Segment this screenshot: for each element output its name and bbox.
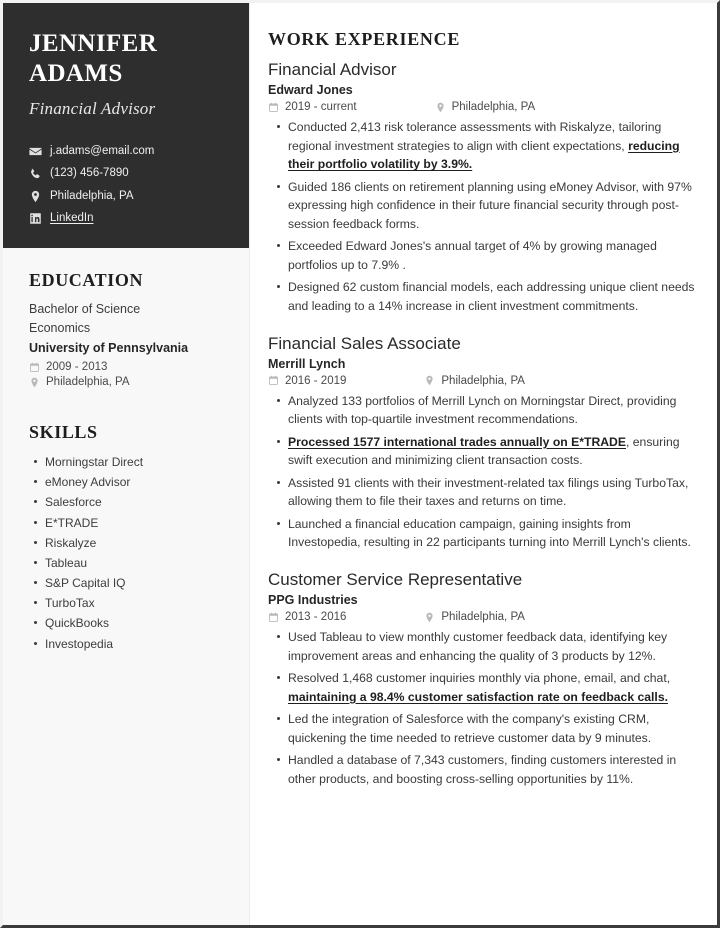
- work-experience-heading: WORK EXPERIENCE: [268, 29, 461, 49]
- job-bullets: [268, 118, 695, 315]
- phone-icon: [29, 168, 42, 181]
- job-location: Philadelphia, PA: [441, 374, 525, 387]
- resume-sheet: [3, 3, 717, 925]
- location-pin-icon: [424, 375, 435, 386]
- education-dates: [29, 361, 229, 373]
- list-item: [288, 628, 695, 665]
- education-heading: EDUCATION: [29, 270, 144, 290]
- contact-location: [29, 190, 227, 204]
- job-company: PPG Industries: [268, 593, 358, 608]
- location-pin-icon: [29, 377, 40, 388]
- contact-phone: [29, 167, 227, 181]
- job-location-wrap: [424, 611, 525, 623]
- list-item: [288, 751, 695, 788]
- job-bullets: [268, 628, 695, 788]
- contact-linkedin[interactable]: [29, 212, 227, 226]
- list-item: [288, 278, 695, 315]
- list-item: [288, 515, 695, 552]
- bullet-pre: Conducted 2,413 risk tolerance assessments with Riskalyze, tailoring regional investment strategies to align with client expectations,: [288, 120, 662, 153]
- calendar-icon: [268, 612, 279, 623]
- name-last: ADAMS: [29, 60, 123, 87]
- contact-phone-text: (123) 456-7890: [50, 167, 129, 180]
- job-entry: [268, 569, 695, 788]
- job-entry: [268, 59, 695, 316]
- bullet-pre: Analyzed 133 portfolios of Merrill Lynch on Morningstar Direct, providing clients with top-quartile investment recommendations.: [288, 393, 677, 427]
- job-bullets: [268, 392, 695, 552]
- list-item: Salesforce: [45, 492, 229, 512]
- list-item: Investopedia: [45, 634, 229, 654]
- list-item: [288, 710, 695, 747]
- job-entry: [268, 333, 695, 552]
- skills-heading: SKILLS: [29, 422, 98, 443]
- contact-linkedin-text: LinkedIn: [50, 211, 94, 224]
- bullet-highlight: Processed 1577 international trades annually on E*TRADE: [288, 434, 626, 449]
- skills-section: [29, 422, 229, 654]
- bullet-pre: Led the integration of Salesforce with the company's existing CRM, quickening the time needed to retrieve customer data by 9 minutes.: [288, 712, 652, 745]
- bullet-post: , ensuring swift execution and minimizing client transaction costs.: [288, 434, 680, 468]
- list-item: [288, 118, 695, 174]
- contact-location-text: Philadelphia, PA: [50, 189, 134, 202]
- job-dates: 2016 - 2019: [285, 374, 347, 387]
- education-dates-text: 2009 - 2013: [46, 361, 108, 374]
- bullet-pre: Resolved 1,468 customer inquiries monthly via phone, email, and chat,: [288, 671, 671, 686]
- location-pin-icon: [435, 102, 446, 113]
- list-item: E*TRADE: [45, 513, 229, 533]
- job-company: Merrill Lynch: [268, 356, 346, 371]
- list-item: TurboTax: [45, 593, 229, 613]
- job-location-wrap: [424, 375, 525, 387]
- bullet-pre: Assisted 91 clients with their investment-related tax filings using TurboTax, allowing them to file their taxes and returns on time.: [288, 475, 689, 509]
- contact-list: [29, 145, 227, 226]
- main-content: [250, 3, 717, 925]
- bullet-pre: Handled a database of 7,343 customers, finding customers interested in other products, and boosting cross-selling opportunities by 11%.: [288, 753, 677, 786]
- sidebar-body: [3, 248, 249, 654]
- list-item: QuickBooks: [45, 613, 229, 633]
- list-item: [288, 178, 695, 234]
- skills-list: [29, 452, 229, 654]
- list-item: [288, 474, 695, 511]
- job-role: Customer Service Representative: [268, 570, 523, 590]
- linkedin-icon: [29, 212, 42, 225]
- education-section: [29, 270, 229, 388]
- list-item: Tableau: [45, 553, 229, 573]
- education-location-text: Philadelphia, PA: [46, 376, 130, 389]
- job-meta: [268, 375, 695, 387]
- candidate-title: Financial Advisor: [29, 99, 156, 118]
- list-item: S&P Capital IQ: [45, 573, 229, 593]
- job-dates: 2019 - current: [285, 101, 357, 114]
- list-item: [288, 237, 695, 274]
- bullet-pre: Launched a financial education campaign, gaining insights from Investopedia, resulting in 22 participants turning into Merrill Lynch's clients.: [288, 516, 691, 550]
- job-location: Philadelphia, PA: [451, 101, 536, 114]
- bullet-pre: Guided 186 clients on retirement planning using eMoney Advisor, with 97% expressing high confidence in their future financial security through post-session feedback forms.: [288, 179, 692, 231]
- bullet-pre: Exceeded Edward Jones's annual target of 4% by growing managed portfolios up to 7.9% .: [288, 239, 657, 272]
- location-pin-icon: [424, 612, 435, 623]
- contact-email: [29, 145, 227, 159]
- calendar-icon: [268, 375, 279, 386]
- education-school: University of Pennsylvania: [29, 340, 189, 355]
- job-meta: [268, 101, 695, 113]
- calendar-icon: [268, 102, 279, 113]
- job-dates: 2013 - 2016: [285, 611, 347, 624]
- education-location: [29, 376, 229, 388]
- list-item: Morningstar Direct: [45, 452, 229, 472]
- list-item: [288, 392, 695, 429]
- list-item: [288, 669, 695, 706]
- contact-email-text: j.adams@email.com: [50, 145, 155, 157]
- bullet-pre: Used Tableau to view monthly customer feedback data, identifying key improvement areas and enhancing the quality of 3 products by 12%.: [288, 630, 668, 663]
- education-degree: Bachelor of Science: [29, 302, 141, 316]
- job-role: Financial Advisor: [268, 60, 397, 79]
- sidebar-header: [3, 3, 249, 248]
- bullet-highlight: reducing their portfolio volatility by 3.9%.: [288, 138, 680, 172]
- list-item: [288, 433, 695, 470]
- candidate-name: [29, 29, 227, 89]
- list-item: Riskalyze: [45, 533, 229, 553]
- bullet-pre: Designed 62 custom financial models, each addressing unique client needs and leading to a 14% increase in client investment commitments.: [288, 280, 695, 314]
- job-role: Financial Sales Associate: [268, 333, 461, 353]
- list-item: eMoney Advisor: [45, 472, 229, 492]
- job-location: Philadelphia, PA: [441, 611, 525, 624]
- calendar-icon: [29, 362, 40, 373]
- envelope-icon: [29, 145, 42, 158]
- job-meta: [268, 611, 695, 623]
- education-field: Economics: [29, 321, 91, 336]
- sidebar: [3, 3, 250, 925]
- job-location-wrap: [435, 101, 536, 113]
- bullet-highlight: maintaining a 98.4% customer satisfaction rate on feedback calls.: [288, 689, 668, 704]
- job-company: Edward Jones: [268, 83, 353, 98]
- name-first: JENNIFER: [29, 30, 158, 57]
- location-pin-icon: [29, 190, 42, 203]
